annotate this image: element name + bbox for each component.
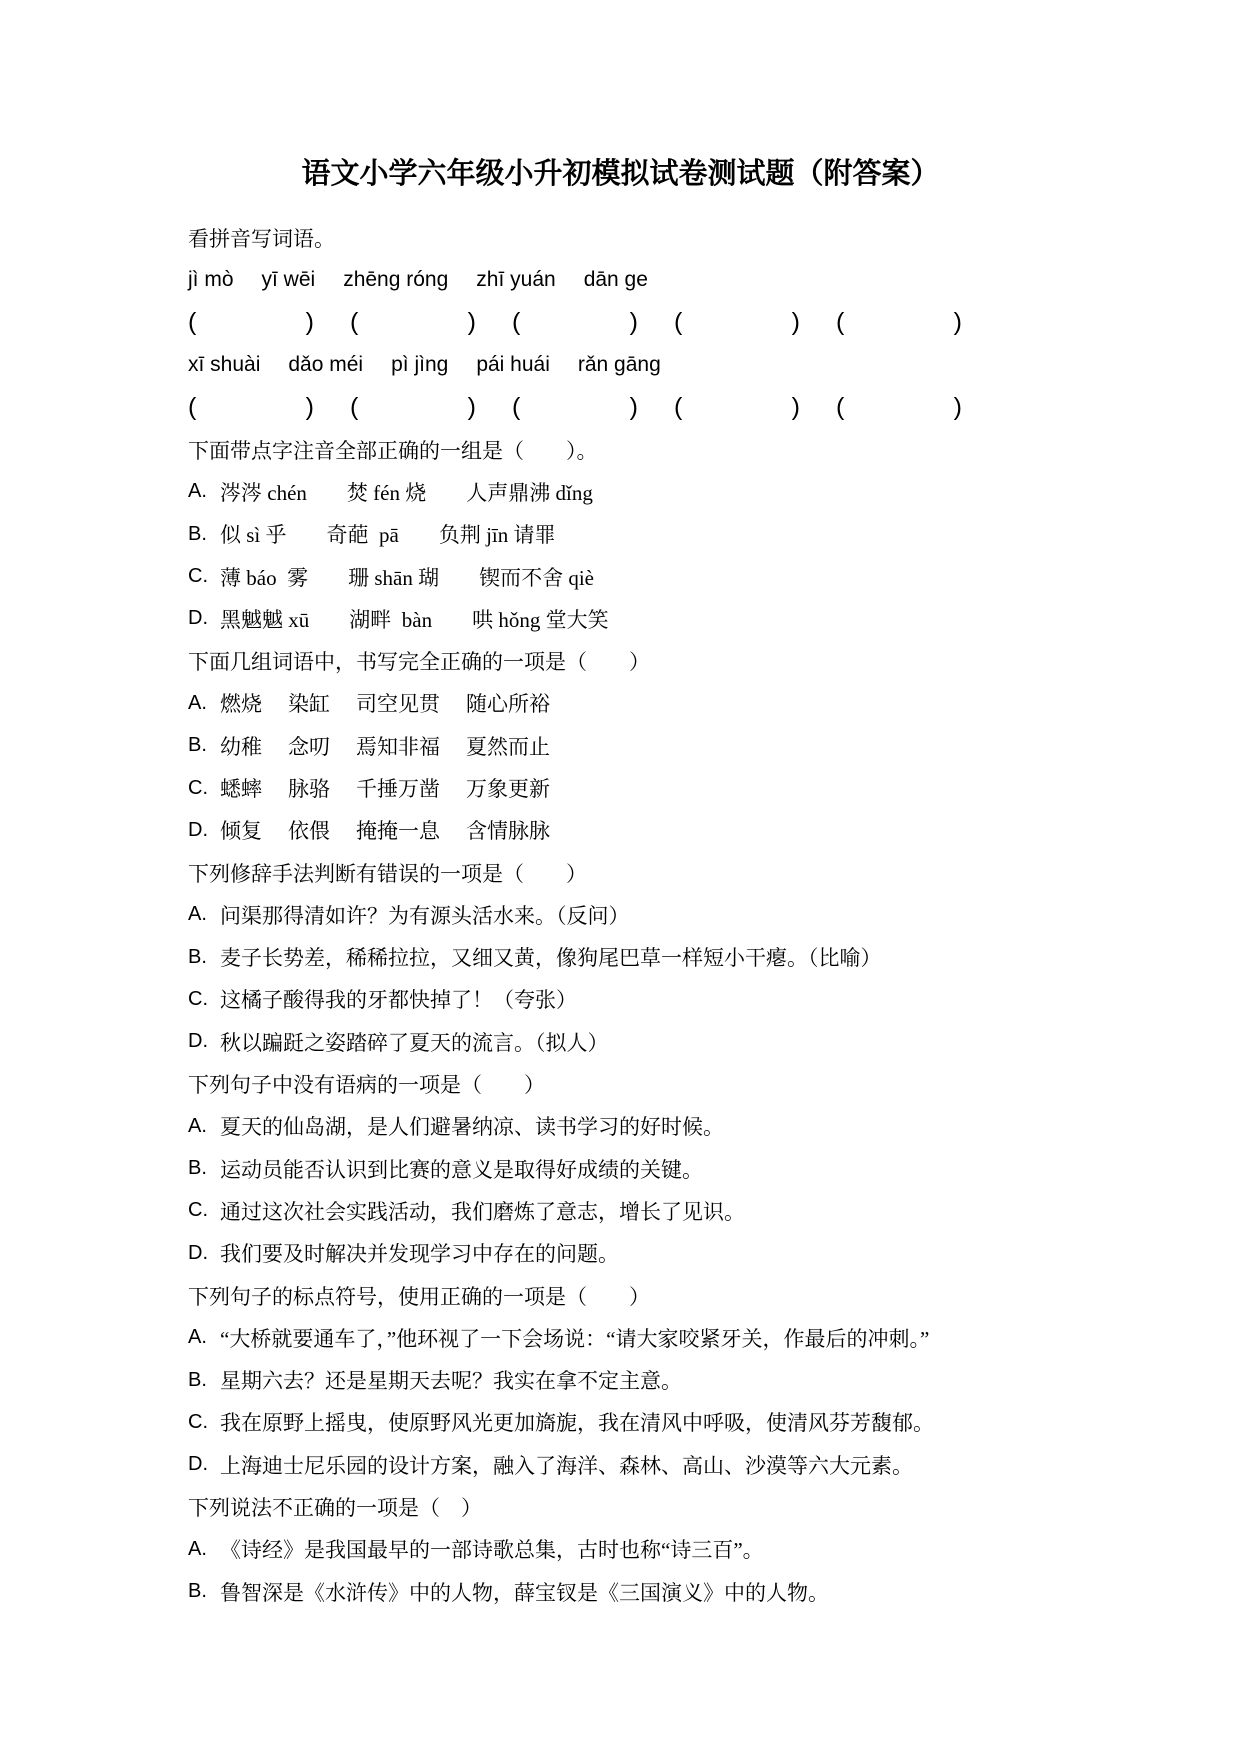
option-label: C. <box>188 776 208 799</box>
option-part: 奇葩 pā <box>326 523 399 548</box>
question-prompt: 下面几组词语中，书写完全正确的一项是（ ） <box>188 650 650 675</box>
option-label: B. <box>188 1580 207 1603</box>
option-text <box>220 604 609 634</box>
pinyin-words <box>188 353 661 377</box>
answer-blank <box>188 393 314 422</box>
option-label: A. <box>188 1114 207 1137</box>
option-text <box>220 984 577 1014</box>
option-part: 秋以蹁跹之姿踏碎了夏天的流言。（拟人） <box>220 1030 609 1055</box>
close-paren: ) <box>305 392 314 421</box>
option-label: B. <box>188 522 207 545</box>
option-text <box>220 942 882 972</box>
option-part: 这橘子酸得我的牙都快掉了！（夸张） <box>220 988 577 1013</box>
option-part: 负荆 jīn 请罪 <box>438 523 556 548</box>
answer-blank-row-1 <box>188 302 1188 344</box>
option-text <box>220 562 594 592</box>
open-paren: ( <box>674 392 683 421</box>
option-part: 涔涔 chén <box>220 480 307 505</box>
close-paren: ) <box>791 392 800 421</box>
pinyin-word: rǎn gāng <box>577 353 661 377</box>
pinyin-instruction: 看拼音写词语。 <box>188 227 335 252</box>
option-text <box>220 1111 724 1141</box>
close-paren: ) <box>467 392 476 421</box>
answer-blank-row-2 <box>188 386 1188 428</box>
answer-blank <box>350 308 476 337</box>
pinyin-row-2 <box>188 344 1188 386</box>
option-label: A. <box>188 1326 207 1349</box>
option-row <box>188 725 1188 767</box>
option-row <box>188 767 1188 809</box>
option-text <box>220 1027 609 1057</box>
option-text <box>220 1365 682 1395</box>
answer-blank <box>836 393 962 422</box>
option-part: 千捶万凿 <box>356 777 440 801</box>
close-paren: ) <box>467 308 476 337</box>
option-row <box>188 555 1188 597</box>
option-part: 《诗经》是我国最早的一部诗歌总集，古时也称“诗三百”。 <box>220 1538 764 1563</box>
option-part: 锲而不舍 qiè <box>479 565 594 590</box>
option-text <box>220 1534 764 1564</box>
option-row <box>188 894 1188 936</box>
option-row <box>188 1359 1188 1401</box>
option-part: 问渠那得清如许？为有源头活水来。（反问） <box>220 903 630 928</box>
option-row <box>188 1401 1188 1443</box>
close-paren: ) <box>791 308 800 337</box>
open-paren: ( <box>674 308 683 337</box>
option-text <box>220 1407 934 1437</box>
option-part: 司空见贯 <box>356 692 440 717</box>
option-text <box>220 1154 703 1184</box>
option-label: A. <box>188 903 207 926</box>
option-row <box>188 809 1188 851</box>
open-paren: ( <box>836 308 845 337</box>
option-label: A. <box>188 480 207 503</box>
option-part: 通过这次社会实践活动，我们磨炼了意志，增长了见识。 <box>220 1199 745 1224</box>
option-row <box>188 1571 1188 1613</box>
option-row <box>188 1148 1188 1190</box>
option-row <box>188 1317 1188 1359</box>
option-part: 鲁智深是《水浒传》中的人物，薛宝钗是《三国演义》中的人物。 <box>220 1580 829 1605</box>
option-row <box>188 1021 1188 1063</box>
option-text <box>220 477 593 507</box>
option-part: 染缸 <box>288 692 330 717</box>
option-label: D. <box>188 1453 208 1476</box>
option-label: D. <box>188 818 208 841</box>
option-row <box>188 1232 1188 1274</box>
option-row <box>188 1190 1188 1232</box>
option-part: 念叨 <box>288 734 330 759</box>
answer-blank <box>188 308 314 337</box>
option-label: B. <box>188 1368 207 1391</box>
document-body <box>188 217 1188 1613</box>
pinyin-word: zhī yuán <box>476 268 556 292</box>
option-text <box>220 688 550 718</box>
option-part: 黑魆魆 xū <box>220 607 310 632</box>
open-paren: ( <box>350 308 359 337</box>
option-label: C. <box>188 987 208 1010</box>
option-text <box>220 731 550 761</box>
option-text <box>220 1450 913 1480</box>
option-part: 薄 báo 雾 <box>220 565 309 590</box>
option-part: 脉骆 <box>288 777 330 801</box>
option-label: B. <box>188 1157 207 1180</box>
answer-blank <box>512 308 638 337</box>
option-row <box>188 682 1188 724</box>
option-text <box>220 1577 829 1607</box>
option-part: 似 sì 乎 <box>220 523 287 548</box>
option-part: 我在原野上摇曳，使原野风光更加旖旎，我在清风中呼吸，使清风芬芳馥郁。 <box>220 1411 934 1436</box>
answer-blank <box>350 393 476 422</box>
question-prompt: 下列句子的标点符号，使用正确的一项是（ ） <box>188 1284 650 1309</box>
option-part: 幼稚 <box>220 734 262 759</box>
open-paren: ( <box>836 392 845 421</box>
option-text <box>220 1238 619 1268</box>
option-label: B. <box>188 945 207 968</box>
option-text <box>220 1196 745 1226</box>
pinyin-word: dǎo méi <box>288 353 364 377</box>
option-label: C. <box>188 565 208 588</box>
page-title: 语文小学六年级小升初模拟试卷测试题（附答案） <box>301 158 940 190</box>
pinyin-word: yī wēi <box>261 268 316 292</box>
option-label: D. <box>188 1030 208 1053</box>
option-row <box>188 471 1188 513</box>
option-part: 星期六去？还是星期天去呢？我实在拿不定主意。 <box>220 1369 682 1394</box>
option-label: A. <box>188 1537 207 1560</box>
option-part: 焚 fén 烧 <box>346 480 427 505</box>
option-text <box>220 1323 929 1353</box>
question-prompt: 下列说法不正确的一项是（ ） <box>188 1496 482 1521</box>
option-row <box>188 598 1188 640</box>
pinyin-words <box>188 268 648 292</box>
option-part: 麦子长势差，稀稀拉拉，又细又黄，像狗尾巴草一样短小干瘪。（比喻） <box>220 946 882 971</box>
option-part: 焉知非福 <box>356 734 440 759</box>
open-paren: ( <box>188 392 197 421</box>
option-text <box>220 900 630 930</box>
question-prompt: 下列修辞手法判断有错误的一项是（ ） <box>188 861 587 886</box>
answer-blank <box>674 393 800 422</box>
option-part: 依偎 <box>288 819 330 844</box>
option-part: 夏然而止 <box>466 734 550 759</box>
close-paren: ) <box>953 392 962 421</box>
option-part: 蟋蟀 <box>220 777 262 801</box>
option-label: C. <box>188 1410 208 1433</box>
pinyin-word: pì jìng <box>391 353 449 377</box>
option-part: 燃烧 <box>220 692 262 717</box>
pinyin-word: pái huái <box>476 353 550 377</box>
option-part: 万象更新 <box>466 777 550 801</box>
option-row <box>188 936 1188 978</box>
option-part: 珊 shān 瑚 <box>348 565 440 590</box>
open-paren: ( <box>188 308 197 337</box>
option-part: 人声鼎沸 dǐng <box>466 480 593 505</box>
close-paren: ) <box>305 308 314 337</box>
option-part: 上海迪士尼乐园的设计方案，融入了海洋、森林、高山、沙漠等六大元素。 <box>220 1453 913 1478</box>
answer-blank <box>512 393 638 422</box>
option-part: 含情脉脉 <box>466 819 550 844</box>
option-part: 湖畔 bàn <box>349 607 433 632</box>
option-text <box>220 519 556 549</box>
question-prompt: 下列句子中没有语病的一项是（ ） <box>188 1073 545 1098</box>
open-paren: ( <box>512 392 521 421</box>
pinyin-row-1 <box>188 259 1188 301</box>
question-prompt: 下面带点字注音全部正确的一组是（ ）。 <box>188 438 598 463</box>
option-row <box>188 1528 1188 1570</box>
option-label: D. <box>188 607 208 630</box>
pinyin-word: xī shuài <box>188 353 261 377</box>
option-row <box>188 513 1188 555</box>
answer-blank <box>836 308 962 337</box>
close-paren: ) <box>629 308 638 337</box>
option-part: 倾复 <box>220 819 262 844</box>
close-paren: ) <box>629 392 638 421</box>
option-label: A. <box>188 691 207 714</box>
close-paren: ) <box>953 308 962 337</box>
option-label: D. <box>188 1241 208 1264</box>
option-part: 随心所裕 <box>466 692 550 717</box>
option-part: 掩掩一息 <box>356 819 440 844</box>
option-row <box>188 1444 1188 1486</box>
pinyin-word: dān ge <box>583 268 648 292</box>
option-row <box>188 978 1188 1020</box>
open-paren: ( <box>512 308 521 337</box>
option-row <box>188 1105 1188 1147</box>
pinyin-word: jì mò <box>188 268 234 292</box>
answer-blank <box>674 308 800 337</box>
open-paren: ( <box>350 392 359 421</box>
option-part: 夏天的仙岛湖，是人们避暑纳凉、读书学习的好时候。 <box>220 1115 724 1140</box>
option-label: B. <box>188 734 207 757</box>
option-part: “大桥就要通车了，”他环视了一下会场说：“请大家咬紧牙关，作最后的冲刺。” <box>220 1326 930 1351</box>
option-part: 运动员能否认识到比赛的意义是取得好成绩的关键。 <box>220 1157 703 1182</box>
option-part: 我们要及时解决并发现学习中存在的问题。 <box>220 1242 619 1267</box>
option-text <box>220 815 550 845</box>
option-label: C. <box>188 1199 208 1222</box>
pinyin-word: zhēng róng <box>343 268 449 292</box>
option-part: 哄 hǒng 堂大笑 <box>472 607 609 632</box>
option-text <box>220 773 550 803</box>
